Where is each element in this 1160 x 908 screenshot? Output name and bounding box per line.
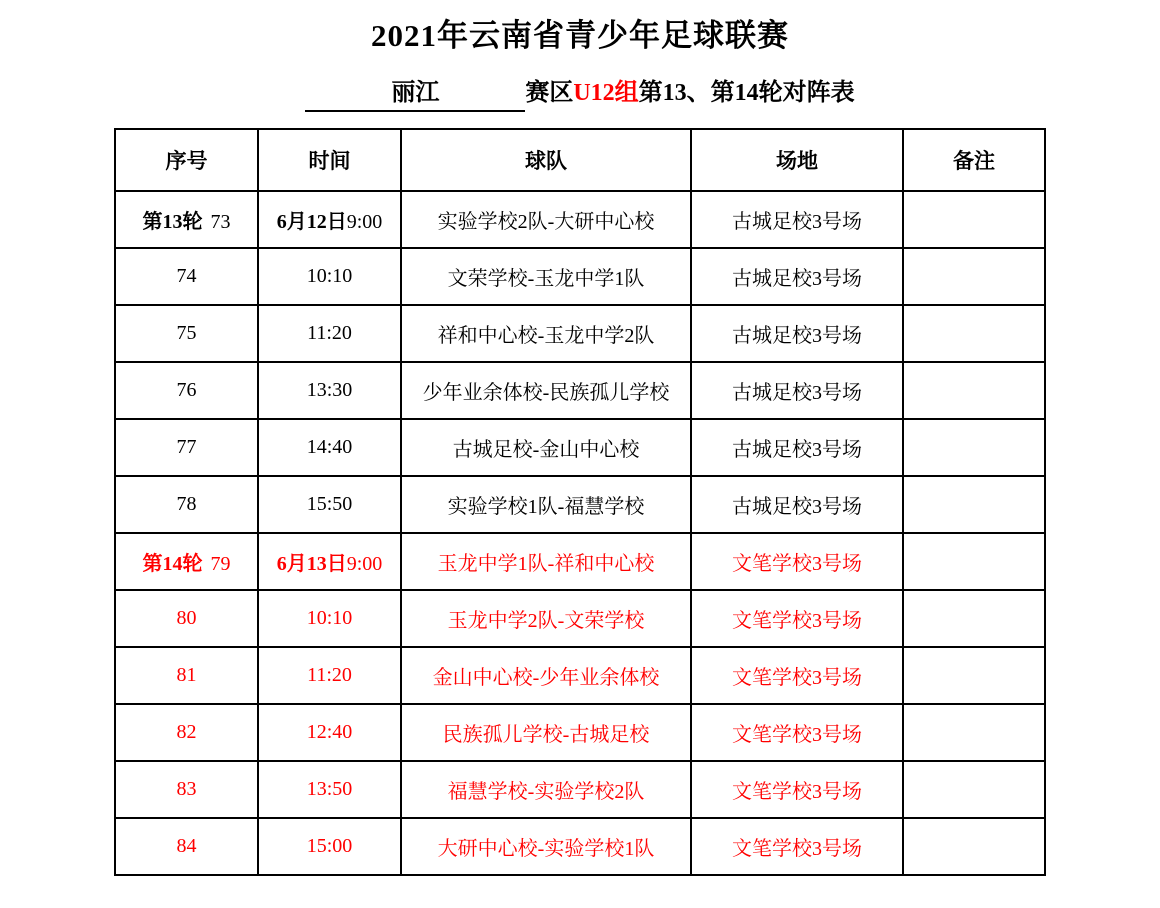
cell-no <box>115 419 258 476</box>
schedule-table <box>114 128 1046 876</box>
cell-time <box>258 704 401 761</box>
cell-venue: 古城足校3号场 <box>691 419 903 476</box>
cell-note <box>903 533 1045 590</box>
cell-teams: 玉龙中学1队-祥和中心校 <box>401 533 691 590</box>
cell-no <box>115 704 258 761</box>
subtitle-after-blank: 赛区 <box>525 80 574 107</box>
page-title: 2021年云南省青少年足球联赛 <box>371 18 789 53</box>
match-number: 77 <box>176 436 197 459</box>
column-header-no: 序号 <box>115 129 258 191</box>
cell-note <box>903 704 1045 761</box>
cell-teams: 文荣学校-玉龙中学1队 <box>401 248 691 305</box>
cell-note <box>903 818 1045 875</box>
table-row <box>115 362 1045 419</box>
match-number: 76 <box>176 379 197 402</box>
match-time: 13:30 <box>306 379 353 402</box>
column-header-team: 球队 <box>401 129 691 191</box>
cell-time <box>258 248 401 305</box>
cell-no <box>115 818 258 875</box>
cell-time <box>258 647 401 704</box>
column-header-venue: 场地 <box>691 129 903 191</box>
table-row <box>115 476 1045 533</box>
match-number: 81 <box>176 664 197 687</box>
cell-no <box>115 248 258 305</box>
table-row <box>115 533 1045 590</box>
cell-venue: 文笔学校3号场 <box>691 761 903 818</box>
cell-note <box>903 590 1045 647</box>
table-header-row <box>115 129 1045 191</box>
cell-note <box>903 248 1045 305</box>
table-row <box>115 647 1045 704</box>
cell-venue: 古城足校3号场 <box>691 362 903 419</box>
cell-note <box>903 305 1045 362</box>
cell-venue: 文笔学校3号场 <box>691 647 903 704</box>
match-time: 10:10 <box>306 607 353 630</box>
subtitle <box>0 78 1160 112</box>
table-row <box>115 419 1045 476</box>
table-row <box>115 704 1045 761</box>
table-row <box>115 818 1045 875</box>
match-time: 13:50 <box>306 778 353 801</box>
cell-venue: 文笔学校3号场 <box>691 533 903 590</box>
round-label: 第13轮 <box>142 211 203 234</box>
cell-teams: 金山中心校-少年业余体校 <box>401 647 691 704</box>
match-number: 82 <box>176 721 197 744</box>
cell-venue: 古城足校3号场 <box>691 305 903 362</box>
cell-venue: 文笔学校3号场 <box>691 818 903 875</box>
cell-no <box>115 761 258 818</box>
column-header-note: 备注 <box>903 129 1045 191</box>
cell-no <box>115 476 258 533</box>
cell-no <box>115 647 258 704</box>
cell-teams: 实验学校2队-大研中心校 <box>401 191 691 248</box>
subtitle-group: U12组 <box>573 80 639 107</box>
subtitle-tail: 第13、第14轮对阵表 <box>638 80 855 107</box>
cell-teams: 少年业余体校-民族孤儿学校 <box>401 362 691 419</box>
cell-venue: 文笔学校3号场 <box>691 704 903 761</box>
match-time: 9:00 <box>346 211 383 234</box>
cell-no <box>115 590 258 647</box>
cell-venue: 文笔学校3号场 <box>691 590 903 647</box>
table-row <box>115 305 1045 362</box>
schedule-table-body <box>115 191 1045 875</box>
match-time: 11:20 <box>307 322 352 345</box>
table-row <box>115 191 1045 248</box>
cell-teams: 古城足校-金山中心校 <box>401 419 691 476</box>
table-row <box>115 248 1045 305</box>
cell-note <box>903 419 1045 476</box>
cell-teams: 福慧学校-实验学校2队 <box>401 761 691 818</box>
cell-note <box>903 476 1045 533</box>
cell-time <box>258 761 401 818</box>
cell-no <box>115 191 258 248</box>
match-number: 75 <box>176 322 197 345</box>
table-row <box>115 590 1045 647</box>
cell-time <box>258 419 401 476</box>
match-time: 11:20 <box>307 664 352 687</box>
cell-time <box>258 305 401 362</box>
match-number: 74 <box>176 265 197 288</box>
match-number: 79 <box>210 553 231 576</box>
cell-note <box>903 191 1045 248</box>
cell-venue: 古城足校3号场 <box>691 476 903 533</box>
match-time: 15:00 <box>306 835 353 858</box>
match-time: 10:10 <box>306 265 353 288</box>
cell-teams: 祥和中心校-玉龙中学2队 <box>401 305 691 362</box>
table-row <box>115 761 1045 818</box>
cell-venue: 古城足校3号场 <box>691 191 903 248</box>
match-number: 78 <box>176 493 197 516</box>
cell-no <box>115 533 258 590</box>
column-header-time: 时间 <box>258 129 401 191</box>
cell-time <box>258 476 401 533</box>
match-number: 83 <box>176 778 197 801</box>
cell-no <box>115 362 258 419</box>
match-number: 73 <box>210 211 231 234</box>
cell-time <box>258 818 401 875</box>
match-number: 80 <box>176 607 197 630</box>
region-blank: 丽江 <box>305 78 525 112</box>
round-label: 第14轮 <box>142 553 203 576</box>
cell-time <box>258 191 401 248</box>
cell-teams: 大研中心校-实验学校1队 <box>401 818 691 875</box>
cell-teams: 民族孤儿学校-古城足校 <box>401 704 691 761</box>
match-time: 12:40 <box>306 721 353 744</box>
cell-note <box>903 362 1045 419</box>
cell-venue: 古城足校3号场 <box>691 248 903 305</box>
cell-time <box>258 590 401 647</box>
match-time: 9:00 <box>346 553 383 576</box>
cell-teams: 玉龙中学2队-文荣学校 <box>401 590 691 647</box>
cell-no <box>115 305 258 362</box>
match-date: 6月12日 <box>276 211 347 234</box>
cell-note <box>903 647 1045 704</box>
cell-time <box>258 362 401 419</box>
match-time: 14:40 <box>306 436 353 459</box>
document-page <box>0 16 1160 908</box>
match-time: 15:50 <box>306 493 353 516</box>
match-number: 84 <box>176 835 197 858</box>
cell-note <box>903 761 1045 818</box>
cell-time <box>258 533 401 590</box>
cell-teams: 实验学校1队-福慧学校 <box>401 476 691 533</box>
match-date: 6月13日 <box>276 553 347 576</box>
